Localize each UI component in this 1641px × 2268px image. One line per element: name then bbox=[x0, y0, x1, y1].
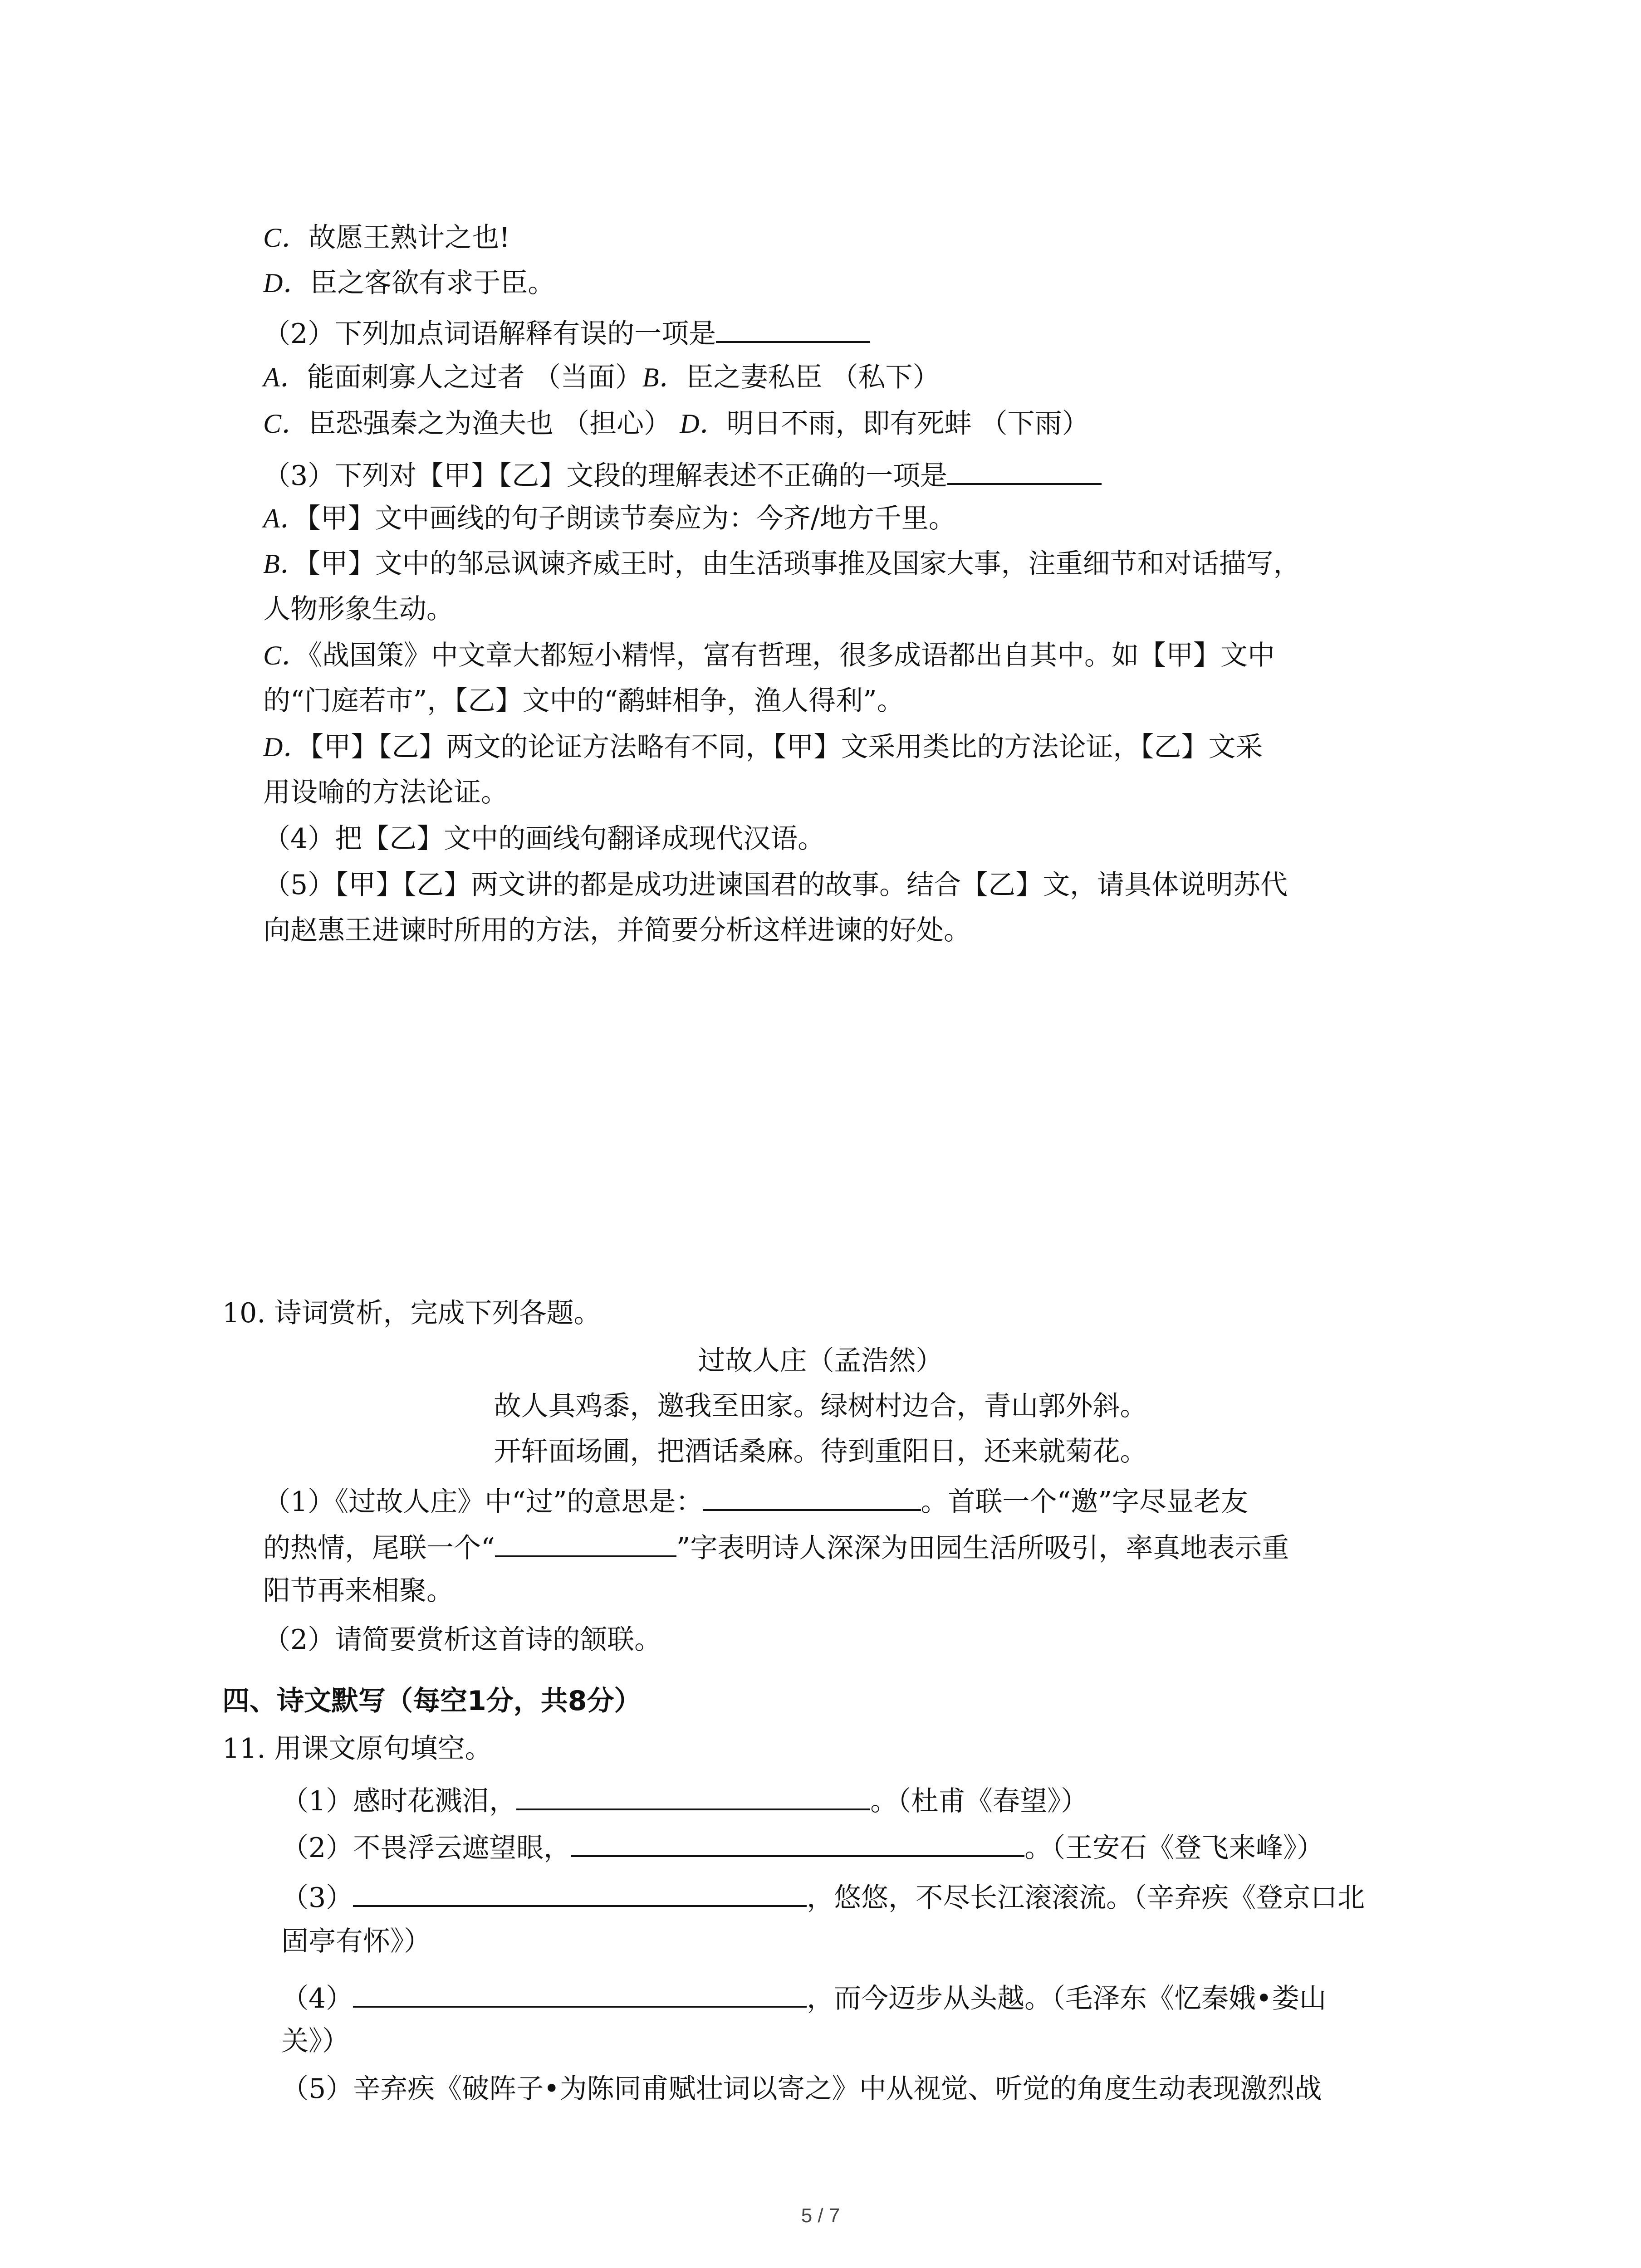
sub-question-text: （2）下列加点词语解释有误的一项是 bbox=[263, 318, 716, 350]
sub-question-text: （5）【甲】【乙】两文讲的都是成功进谏国君的故事。结合【乙】文，请具体说明苏代 bbox=[263, 869, 1288, 901]
section-heading: 四、诗文默写（每空1分，共8分） bbox=[222, 1685, 642, 1717]
q11-item3 bbox=[281, 1877, 1365, 1916]
item-text: ，而今迈步从头越。（毛泽东《忆秦娥•娄山 bbox=[807, 1983, 1327, 2014]
q11-item1 bbox=[281, 1780, 1088, 1819]
q9-sub5-line2 bbox=[263, 912, 971, 948]
q11-item4 bbox=[281, 1978, 1327, 2017]
option-letter: B． bbox=[642, 362, 686, 392]
answer-blank[interactable] bbox=[571, 1827, 1024, 1857]
q11-item2 bbox=[281, 1827, 1324, 1866]
poem-title: 过故人庄（孟浩然） bbox=[698, 1345, 943, 1377]
sub-question-text: 的热情，尾联一个“ bbox=[263, 1532, 495, 1564]
question-heading: 11. 用课文原句填空。 bbox=[222, 1733, 492, 1765]
option-text: 用设喻的方法论证。 bbox=[263, 777, 508, 808]
sub-question-text: 向赵惠王进谏时所用的方法，并简要分析这样进谏的好处。 bbox=[263, 914, 971, 946]
item-text: ，悠悠，不尽长江滚滚流。（辛弃疾《登京口北 bbox=[807, 1882, 1365, 1914]
q9-sub2-options-ab bbox=[263, 359, 940, 396]
q10-sub1-line3 bbox=[263, 1573, 454, 1609]
option-text: 臣之妻私臣 （私下） bbox=[686, 362, 940, 393]
option-letter: A． bbox=[263, 503, 307, 533]
q9-sub3-option-b-cont bbox=[263, 591, 454, 627]
answer-blank[interactable] bbox=[353, 1877, 807, 1907]
sub-question-text: 阳节再来相聚。 bbox=[263, 1575, 454, 1607]
item-text: （4） bbox=[281, 1983, 353, 2014]
option-text: 【甲】【乙】两文的论证方法略有不同，【甲】文采用类比的方法论证，【乙】文采 bbox=[310, 731, 1263, 763]
q9-sub4 bbox=[263, 821, 825, 857]
page-number: 5 / 7 bbox=[801, 2204, 840, 2227]
q11-item5 bbox=[281, 2071, 1322, 2107]
answer-blank[interactable] bbox=[947, 455, 1102, 485]
q9-sub2-stem bbox=[263, 313, 870, 352]
item-text: 关》） bbox=[281, 2025, 349, 2057]
q11-item3-cont bbox=[281, 1923, 431, 1960]
q9-sub3-option-c-cont bbox=[263, 683, 904, 719]
option-text: 能面刺寡人之过者 （当面） bbox=[307, 362, 642, 393]
q9-sub2-options-cd bbox=[263, 406, 1089, 442]
sub-question-text: （4）把【乙】文中的画线句翻译成现代汉语。 bbox=[263, 823, 825, 855]
q9-sub3-option-b bbox=[263, 546, 1301, 582]
poem-line-2: 开轩面场圃，把酒话桑麻。待到重阳日，还来就菊花。 bbox=[494, 1436, 1147, 1467]
poem-line-1: 故人具鸡黍，邀我至田家。绿树村边合，青山郭外斜。 bbox=[494, 1390, 1147, 1422]
answer-blank[interactable] bbox=[716, 313, 870, 343]
sub-question-text: ”字表明诗人深深为田园生活所吸引，率真地表示重 bbox=[676, 1532, 1289, 1564]
answer-blank[interactable] bbox=[495, 1527, 676, 1557]
item-text: （1）感时花溅泪， bbox=[281, 1785, 517, 1817]
q9-sub3-option-d bbox=[263, 729, 1263, 765]
item-text: （5）辛弃疾《破阵子•为陈同甫赋壮词以寄之》中从视觉、听觉的角度生动表现激烈战 bbox=[281, 2073, 1322, 2105]
item-text: 固亭有怀》） bbox=[281, 1926, 431, 1957]
answer-blank[interactable] bbox=[353, 1978, 807, 2008]
q10-sub1-line1 bbox=[263, 1481, 1248, 1520]
q9-sub3-option-c bbox=[263, 637, 1275, 674]
option-text: 明日不雨，即有死蚌 （下雨） bbox=[726, 408, 1089, 440]
option-letter: A． bbox=[263, 362, 307, 392]
option-text: 的“门庭若市”，【乙】文中的“鹬蚌相争，渔人得利”。 bbox=[263, 685, 904, 717]
option-letter: D． bbox=[680, 409, 727, 439]
item-text: 。（王安石《登飞来峰》） bbox=[1024, 1832, 1324, 1864]
option-text: 【甲】文中画线的句子朗读节奏应为：今齐/地方千里。 bbox=[307, 503, 956, 534]
answer-blank[interactable] bbox=[703, 1481, 921, 1511]
q9-option-c bbox=[263, 220, 510, 256]
option-letter: C． bbox=[263, 409, 309, 439]
sub-question-text: （2）请简要赏析这首诗的颔联。 bbox=[263, 1624, 662, 1656]
answer-blank[interactable] bbox=[516, 1780, 870, 1810]
sub-question-text: （1）《过故人庄》中“过”的意思是： bbox=[263, 1486, 703, 1518]
option-letter: B． bbox=[263, 549, 307, 579]
option-text: 臣恐强秦之为渔夫也 （担心） bbox=[309, 408, 671, 440]
q10-heading bbox=[222, 1295, 601, 1331]
q9-sub5-line1 bbox=[263, 867, 1288, 903]
item-text: （3） bbox=[281, 1882, 353, 1914]
question-heading: 10. 诗词赏析，完成下列各题。 bbox=[222, 1297, 601, 1329]
q9-sub3-stem bbox=[263, 455, 1102, 494]
item-text: （2）不畏浮云遮望眼， bbox=[281, 1832, 571, 1864]
q11-item4-cont bbox=[281, 2023, 349, 2059]
option-text: 【甲】文中的邹忌讽谏齐威王时，由生活琐事推及国家大事，注重细节和对话描写， bbox=[307, 548, 1301, 580]
option-letter: C． bbox=[263, 223, 309, 253]
q9-sub3-option-d-cont bbox=[263, 774, 508, 811]
option-text: 《战国策》中文章大都短小精悍，富有哲理，很多成语都出自其中。如【甲】文中 bbox=[309, 640, 1275, 671]
option-letter: D． bbox=[263, 268, 310, 298]
option-text: 人物形象生动。 bbox=[263, 593, 454, 625]
q9-sub3-option-a bbox=[263, 500, 956, 537]
q10-sub1-line2 bbox=[263, 1527, 1289, 1566]
q11-heading bbox=[222, 1730, 492, 1767]
q10-sub2 bbox=[263, 1622, 661, 1658]
item-text: 。（杜甫《春望》） bbox=[870, 1785, 1088, 1817]
sub-question-text: （3）下列对【甲】【乙】文段的理解表述不正确的一项是 bbox=[263, 460, 948, 492]
sub-question-text: 。首联一个“邀”字尽显老友 bbox=[921, 1486, 1248, 1518]
option-letter: D． bbox=[263, 732, 310, 762]
option-text: 故愿王熟计之也! bbox=[309, 222, 510, 254]
q9-option-d bbox=[263, 265, 555, 301]
option-text: 臣之客欲有求于臣。 bbox=[310, 267, 555, 299]
option-letter: C． bbox=[263, 640, 309, 670]
